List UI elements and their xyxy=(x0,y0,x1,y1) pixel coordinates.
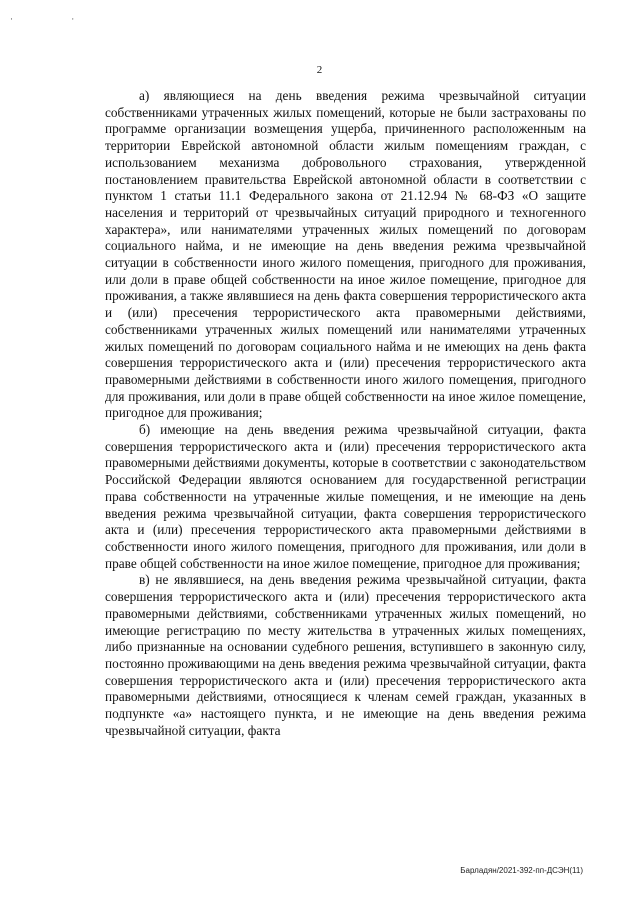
document-body xyxy=(105,88,586,739)
paragraph-b: б) имеющие на день введения режима чрезвычайной ситуации, факта совершения террористического акта и (или) пресечения террористического акта правомерными действиями документы, которые в соответствии с законодательством Российской Федерации являются основанием для государственной регистрации права собственности на утраченные жилые помещения, и не имеющие на день введения режима чрезвычайной ситуации, факта совершения террористического акта и (или) пресечения террористического акта правомерными действиями в собственности иного жилого помещения, пригодного для проживания, или доли в праве общей собственности на иное жилое помещение, пригодное для проживания; xyxy=(105,422,586,571)
paragraph-a: а) являющиеся на день введения режима чрезвычайной ситуации собственниками утраченных жилых помещений, которые не были застрахованы по программе организации возмещения ущерба, причиненного расположенным на территории Еврейской автономной области жилым помещениям граждан, с использованием механизма добровольного страхования, утвержденной постановлением правительства Еврейской автономной области в соответствии с пунктом 1 статьи 11.1 Федерального закона от 21.12.94 № 68-ФЗ «О защите населения и территорий от чрезвычайных ситуаций природного и техногенного характера», или нанимателями утраченных жилых помещений по договорам социального найма, и не имеющие на день введения режима чрезвычайной ситуации в собственности иного жилого помещения, пригодного для проживания, или доли в праве общей собственности на иное жилое помещение, пригодное для проживания, а также являвшиеся на день факта совершения террористического акта и (или) пресечения террористического акта правомерными действиями, собственниками утраченных жилых помещений или нанимателями утраченных жилых помещений по договорам социального найма и не имеющих на день факта совершения террористического акта и (или) пресечения террористического акта правомерными действиями в собственности иного жилого помещения, пригодного для проживания, или доли в праве общей собственности на иное жилое помещение, пригодное для проживания; xyxy=(105,88,586,421)
scan-specks: · · xyxy=(10,14,103,24)
paragraph-v: в) не являвшиеся, на день введения режима чрезвычайной ситуации, факта совершения террористического акта и (или) пресечения террористического акта правомерными действиями, собственниками утраченных жилых помещений, но имеющие регистрацию по месту жительства в утраченных жилых помещениях, либо признанные на основании судебного решения, вступившего в законную силу, постоянно проживающими на день введения режима чрезвычайной ситуации, факта совершения террористического акта и (или) пресечения террористического акта правомерными действиями, относящиеся к членам семей граждан, указанных в подпункте «а» настоящего пункта, и не имеющие на день введения режима чрезвычайной ситуации, факта xyxy=(105,572,586,738)
page-number: 2 xyxy=(316,64,323,76)
document-code: Барладян/2021-392-пп-ДСЭН(11) xyxy=(460,866,583,875)
